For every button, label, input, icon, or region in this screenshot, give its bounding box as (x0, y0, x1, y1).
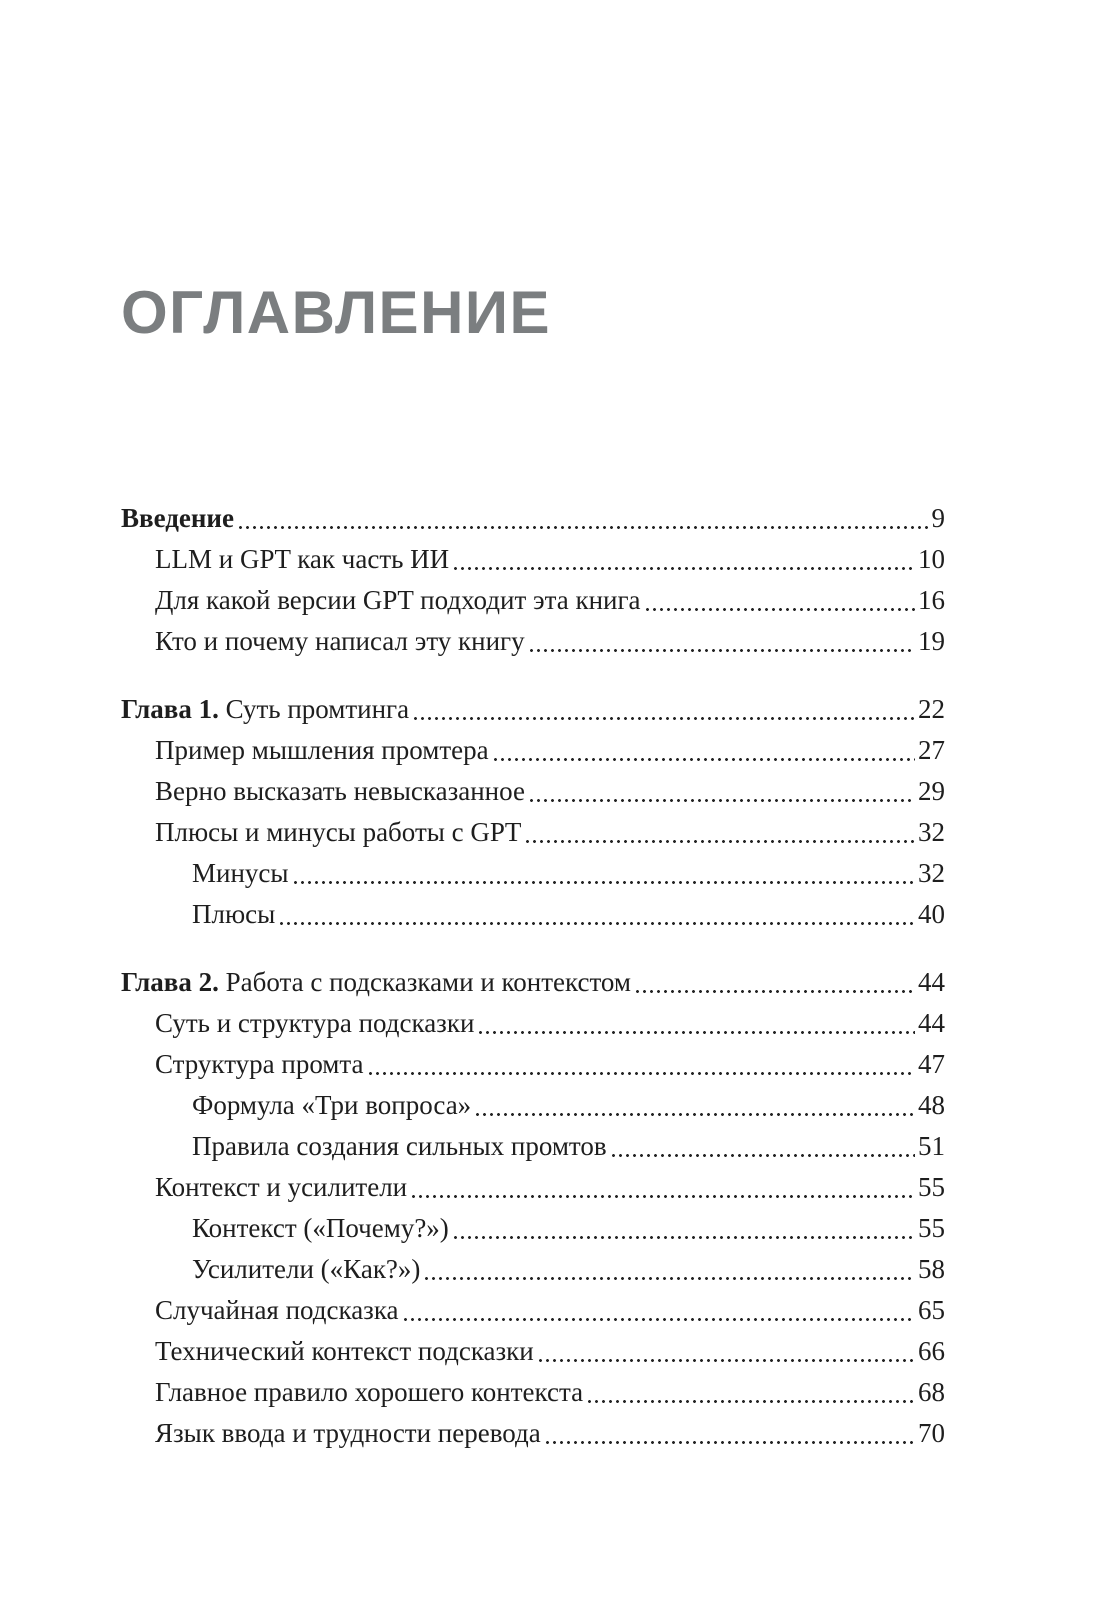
entry-page-number: 40 (918, 899, 945, 929)
toc-entry (121, 621, 945, 662)
entry-label (192, 1085, 471, 1126)
entry-text: Усилители («Как?») (192, 1254, 421, 1284)
entry-page-number: 70 (918, 1418, 945, 1448)
toc-entry (121, 812, 945, 853)
entry-label (192, 1126, 607, 1167)
entry-label (155, 771, 525, 812)
dot-leader (423, 1249, 915, 1290)
toc-entry (121, 1290, 945, 1331)
entry-label (155, 539, 449, 580)
toc-section (121, 962, 945, 1454)
entry-page-number: 44 (918, 1008, 945, 1038)
dot-leader (524, 812, 915, 853)
entry-page-number: 55 (918, 1172, 945, 1202)
entry-label (155, 1003, 474, 1044)
dot-leader (237, 498, 929, 539)
entry-text: Контекст («Почему?») (192, 1213, 449, 1243)
toc-entry (121, 498, 945, 539)
entry-page-number: 68 (918, 1377, 945, 1407)
entry-label (155, 1372, 583, 1413)
toc-entry (121, 853, 945, 894)
entry-text: Плюсы (192, 899, 276, 929)
entry-page-number: 65 (918, 1295, 945, 1325)
entry-text: Минусы (192, 858, 289, 888)
dot-leader (412, 689, 915, 730)
entry-label (155, 1167, 407, 1208)
entry-text: Технический контекст подсказки (155, 1336, 534, 1366)
toc-entry (121, 580, 945, 621)
entry-page-number: 29 (918, 776, 945, 806)
entry-text: LLM и GPT как часть ИИ (155, 544, 450, 574)
toc-entry (121, 1208, 945, 1249)
entry-label (155, 580, 641, 621)
dot-leader (544, 1413, 915, 1454)
entry-page-number: 22 (918, 694, 945, 724)
toc-entry (121, 1085, 945, 1126)
toc-entry (121, 1413, 945, 1454)
toc-entry (121, 1044, 945, 1085)
toc-section (121, 498, 945, 662)
toc-entry (121, 1167, 945, 1208)
dot-leader (634, 962, 915, 1003)
entry-label (192, 1208, 449, 1249)
entry-label (155, 621, 525, 662)
entry-text: Плюсы и минусы работы с GPT (155, 817, 522, 847)
entry-text: Правила создания сильных промтов (192, 1131, 607, 1161)
dot-leader (292, 853, 915, 894)
entry-page-number: 19 (918, 626, 945, 656)
toc-entry (121, 894, 945, 935)
entry-label (155, 1331, 534, 1372)
entry-text: Язык ввода и трудности перевода (155, 1418, 541, 1448)
entry-page-number: 48 (918, 1090, 945, 1120)
entry-label (192, 853, 289, 894)
entry-page-number: 51 (918, 1131, 945, 1161)
entry-page-number: 9 (931, 503, 945, 533)
entry-label (155, 1290, 399, 1331)
dot-leader (452, 539, 915, 580)
entry-label (192, 1249, 420, 1290)
toc-entry (121, 962, 945, 1003)
entry-label (192, 894, 275, 935)
entry-label (121, 498, 234, 539)
toc-section (121, 689, 945, 935)
toc-entry (121, 689, 945, 730)
dot-leader (586, 1372, 915, 1413)
dot-leader (367, 1044, 916, 1085)
dot-leader (402, 1290, 915, 1331)
entry-text: Контекст и усилители (155, 1172, 408, 1202)
entry-text: Верно высказать невысказанное (155, 776, 525, 806)
dot-leader (477, 1003, 915, 1044)
dot-leader (644, 580, 915, 621)
entry-text: Суть промтинга (218, 694, 410, 724)
entry-text: Структура промта (155, 1049, 364, 1079)
toc-entry (121, 1331, 945, 1372)
toc-list (121, 498, 945, 1454)
entry-page-number: 10 (918, 544, 945, 574)
entry-text: Для какой версии GPT подходит эта книга (155, 585, 641, 615)
entry-page-number: 66 (918, 1336, 945, 1366)
toc-entry (121, 1126, 945, 1167)
entry-text: Формула «Три вопроса» (192, 1090, 472, 1120)
entry-page-number: 32 (918, 817, 945, 847)
toc-entry (121, 1372, 945, 1413)
entry-bold-text: Введение (121, 503, 234, 533)
entry-text: Работа с подсказками и контекстом (218, 967, 631, 997)
toc-entry (121, 1249, 945, 1290)
entry-text: Суть и структура подсказки (155, 1008, 475, 1038)
entry-label (155, 1044, 364, 1085)
entry-label (155, 812, 521, 853)
toc-entry (121, 539, 945, 580)
entry-page-number: 58 (918, 1254, 945, 1284)
entry-text: Пример мышления промтера (155, 735, 489, 765)
dot-leader (278, 894, 915, 935)
dot-leader (528, 621, 915, 662)
toc-entry (121, 771, 945, 812)
dot-leader (537, 1331, 915, 1372)
entry-page-number: 32 (918, 858, 945, 888)
entry-page-number: 47 (918, 1049, 945, 1079)
entry-text: Кто и почему написал эту книгу (155, 626, 525, 656)
toc-entry (121, 1003, 945, 1044)
toc-entry (121, 730, 945, 771)
dot-leader (528, 771, 915, 812)
entry-page-number: 27 (918, 735, 945, 765)
entry-text: Главное правило хорошего контекста (155, 1377, 584, 1407)
entry-text: Случайная подсказка (155, 1295, 399, 1325)
dot-leader (474, 1085, 915, 1126)
entry-label (155, 1413, 541, 1454)
entry-label (121, 962, 631, 1003)
entry-page-number: 44 (918, 967, 945, 997)
entry-label (121, 689, 409, 730)
dot-leader (410, 1167, 915, 1208)
entry-bold-text: Глава 2. (121, 967, 219, 997)
page-title: ОГЛАВЛЕНИЕ (121, 279, 552, 346)
entry-page-number: 16 (918, 585, 945, 615)
dot-leader (492, 730, 915, 771)
dot-leader (452, 1208, 915, 1249)
entry-label (155, 730, 489, 771)
entry-page-number: 55 (918, 1213, 945, 1243)
dot-leader (610, 1126, 915, 1167)
entry-bold-text: Глава 1. (121, 694, 219, 724)
